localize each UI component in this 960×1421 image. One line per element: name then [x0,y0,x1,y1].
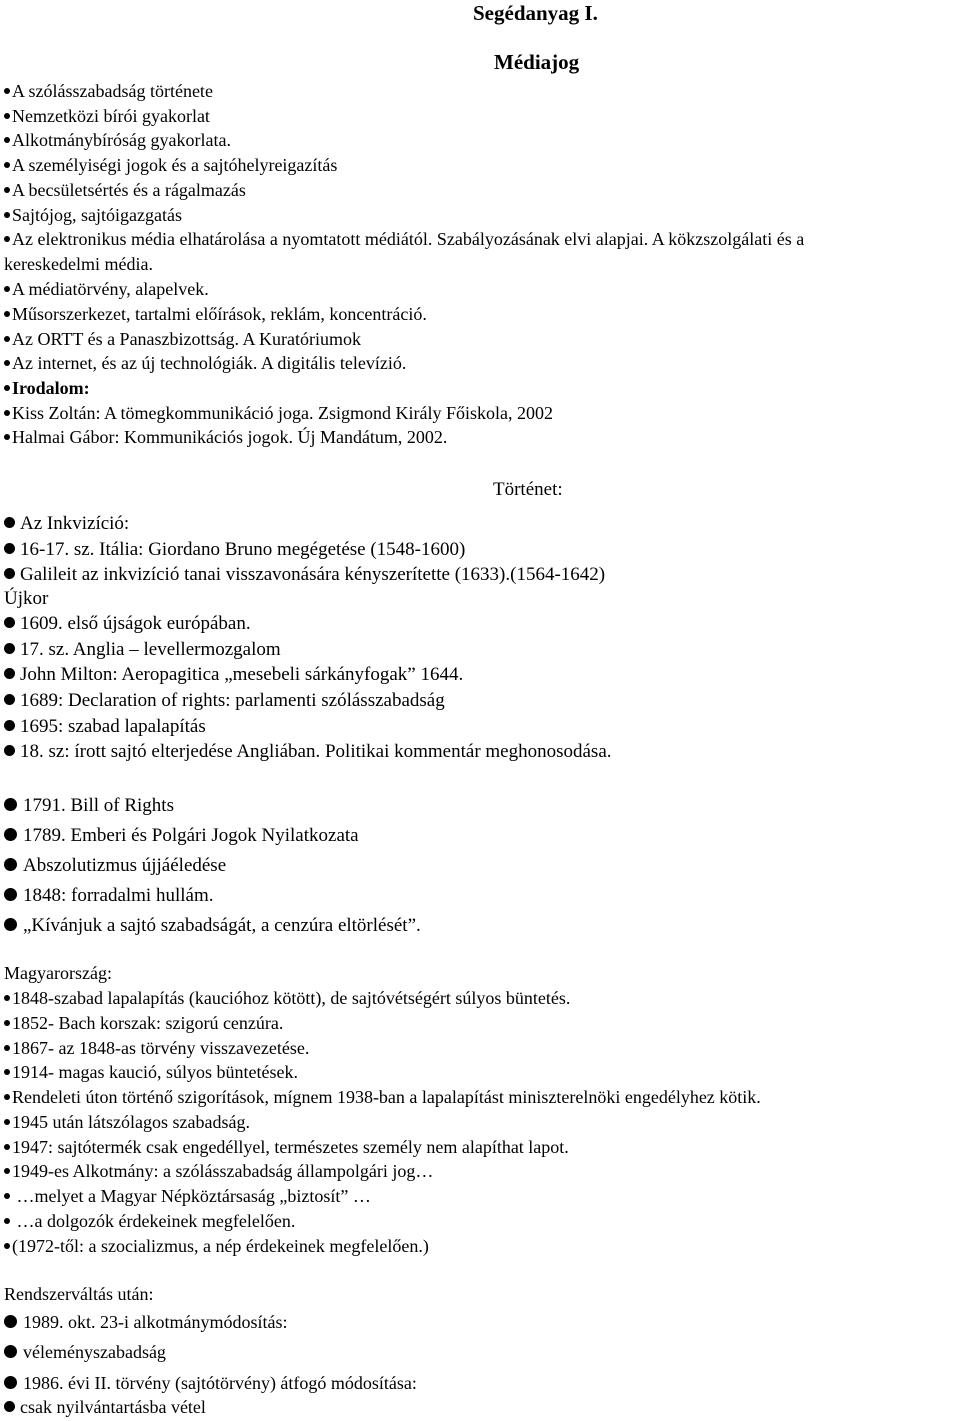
bullet-icon [4,918,17,931]
list-item: 1914- magas kaució, súlyos büntetések. [4,1063,298,1081]
section-heading-tortenet: Történet: [493,479,563,500]
list-item: 18. sz: írott sajtó elterjedése Angliában. Politikai kommentár meghonosodása. [4,742,612,761]
bullet-icon [4,1218,10,1224]
list-item: 1848-szabad lapalapítás (kaucióhoz kötött), de sajtóvétségért súlyos büntetés. [4,989,570,1007]
outline-item: A szólásszabadság története [4,82,213,100]
bullet-icon [4,995,10,1001]
outline-item: A becsületsértés és a rágalmazás [4,181,246,199]
list-item: 1848: forradalmi hullám. [4,886,213,905]
outline-item: Nemzetközi bírói gyakorlat [4,107,210,125]
bullet-icon [4,617,15,628]
bullet-icon [4,828,17,841]
bullet-icon [4,137,10,143]
document-subtitle: Médiajog [494,50,580,74]
list-item: 1852- Bach korszak: szigorú cenzúra. [4,1014,283,1032]
bullet-icon [4,1193,10,1199]
bullet-icon [4,568,15,579]
list-item: …melyet a Magyar Népköztársaság „biztosít” … [4,1187,371,1205]
bullet-icon [4,1401,15,1412]
bullet-icon [4,360,10,366]
list-item: 1689: Declaration of rights: parlamenti szólásszabadság [4,691,445,710]
list-item: csak nyilvántartásba vétel [4,1398,206,1416]
bullet-icon [4,858,17,871]
literature-heading: Irodalom: [4,379,90,397]
bullet-icon [4,434,10,440]
outline-item: Az ORTT és a Panaszbizottság. A Kuratóriumok [4,330,361,348]
bullet-icon [4,543,15,554]
list-item: John Milton: Aeropagitica „mesebeli sárkányfogak” 1644. [4,665,463,684]
list-item: 1695: szabad lapalapítás [4,717,206,736]
list-item: (1972-től: a szocializmus, a nép érdekeinek megfelelően.) [4,1237,429,1255]
outline-item: A személyiségi jogok és a sajtóhelyreigazítás [4,156,337,174]
list-item-continuation: Újkor [4,588,49,609]
bullet-icon [4,236,10,242]
outline-item-continuation: kereskedelmi média. [4,254,153,274]
outline-item: Halmai Gábor: Kommunikációs jogok. Új Mandátum, 2002. [4,428,447,446]
bullet-icon [4,385,10,391]
outline-item: Műsorszerkezet, tartalmi előírások, reklám, koncentráció. [4,305,427,323]
list-item: 17. sz. Anglia – levellermozgalom [4,640,281,659]
bullet-icon [4,1119,10,1125]
list-item: 16-17. sz. Itália: Giordano Bruno megégetése (1548-1600) [4,540,465,559]
list-item: Rendeleti úton történő szigorítások, mígnem 1938-ban a lapalapítást miniszterelnöki engedélyhez kötik. [4,1088,761,1106]
list-item: „Kívánjuk a sajtó szabadságát, a cenzúra eltörlését”. [4,916,421,935]
bullet-icon [4,720,15,731]
outline-item: Kiss Zoltán: A tömegkommunikáció joga. Zsigmond Király Főiskola, 2002 [4,404,553,422]
outline-item: A médiatörvény, alapelvek. [4,280,209,298]
list-item: 1949-es Alkotmány: a szólásszabadság állampolgári jog… [4,1162,433,1180]
bullet-icon [4,187,10,193]
bullet-icon [4,668,15,679]
bullet-icon [4,1243,10,1249]
list-item: Galileit az inkvizíció tanai visszavonására kényszerítette (1633).(1564-1642) [4,565,605,584]
outline-item: Az elektronikus média elhatárolása a nyomtatott médiától. Szabályozásának elvi alapjai. A kökzszolgálati és a [4,230,804,248]
bullet-icon [4,517,15,528]
bullet-icon [4,1376,17,1389]
bullet-icon [4,643,15,654]
bullet-icon [4,1069,10,1075]
list-item: 1791. Bill of Rights [4,796,174,815]
list-item: 1867- az 1848-as törvény visszavezetése. [4,1039,309,1057]
outline-item: Sajtójog, sajtóigazgatás [4,206,182,224]
bullet-icon [4,113,10,119]
bullet-icon [4,745,15,756]
list-item: 1947: sajtótermék csak engedéllyel, természetes személy nem alapíthat lapot. [4,1138,569,1156]
list-item: véleményszabadság [4,1343,166,1361]
bullet-icon [4,694,15,705]
bullet-icon [4,1045,10,1051]
list-item: Az Inkvizíció: [4,514,129,533]
bullet-icon [4,286,10,292]
bullet-icon [4,212,10,218]
outline-item: Az internet, és az új technológiák. A digitális televízió. [4,354,406,372]
list-item: Abszolutizmus újjáéledése [4,856,226,875]
bullet-icon [4,1315,17,1328]
bullet-icon [4,1345,17,1358]
list-item: 1945 után látszólagos szabadság. [4,1113,250,1131]
bullet-icon [4,1168,10,1174]
section-heading-rendszervaltas: Rendszerváltás után: [4,1284,154,1304]
section-heading-magyarorszag: Magyarország: [4,963,112,983]
bullet-icon [4,888,17,901]
bullet-icon [4,311,10,317]
bullet-icon [4,88,10,94]
list-item: 1989. okt. 23-i alkotmánymódosítás: [4,1313,287,1331]
bullet-icon [4,1020,10,1026]
bullet-icon [4,336,10,342]
list-item: …a dolgozók érdekeinek megfelelően. [4,1212,295,1230]
list-item: 1789. Emberi és Polgári Jogok Nyilatkozata [4,826,359,845]
bullet-icon [4,1144,10,1150]
bullet-icon [4,410,10,416]
outline-item: Alkotmánybíróság gyakorlata. [4,131,231,149]
bullet-icon [4,798,17,811]
list-item: 1609. első újságok európában. [4,614,251,633]
document-title: Segédanyag I. [473,1,598,25]
list-item: 1986. évi II. törvény (sajtótörvény) átfogó módosítása: [4,1374,417,1392]
bullet-icon [4,1094,10,1100]
bullet-icon [4,162,10,168]
